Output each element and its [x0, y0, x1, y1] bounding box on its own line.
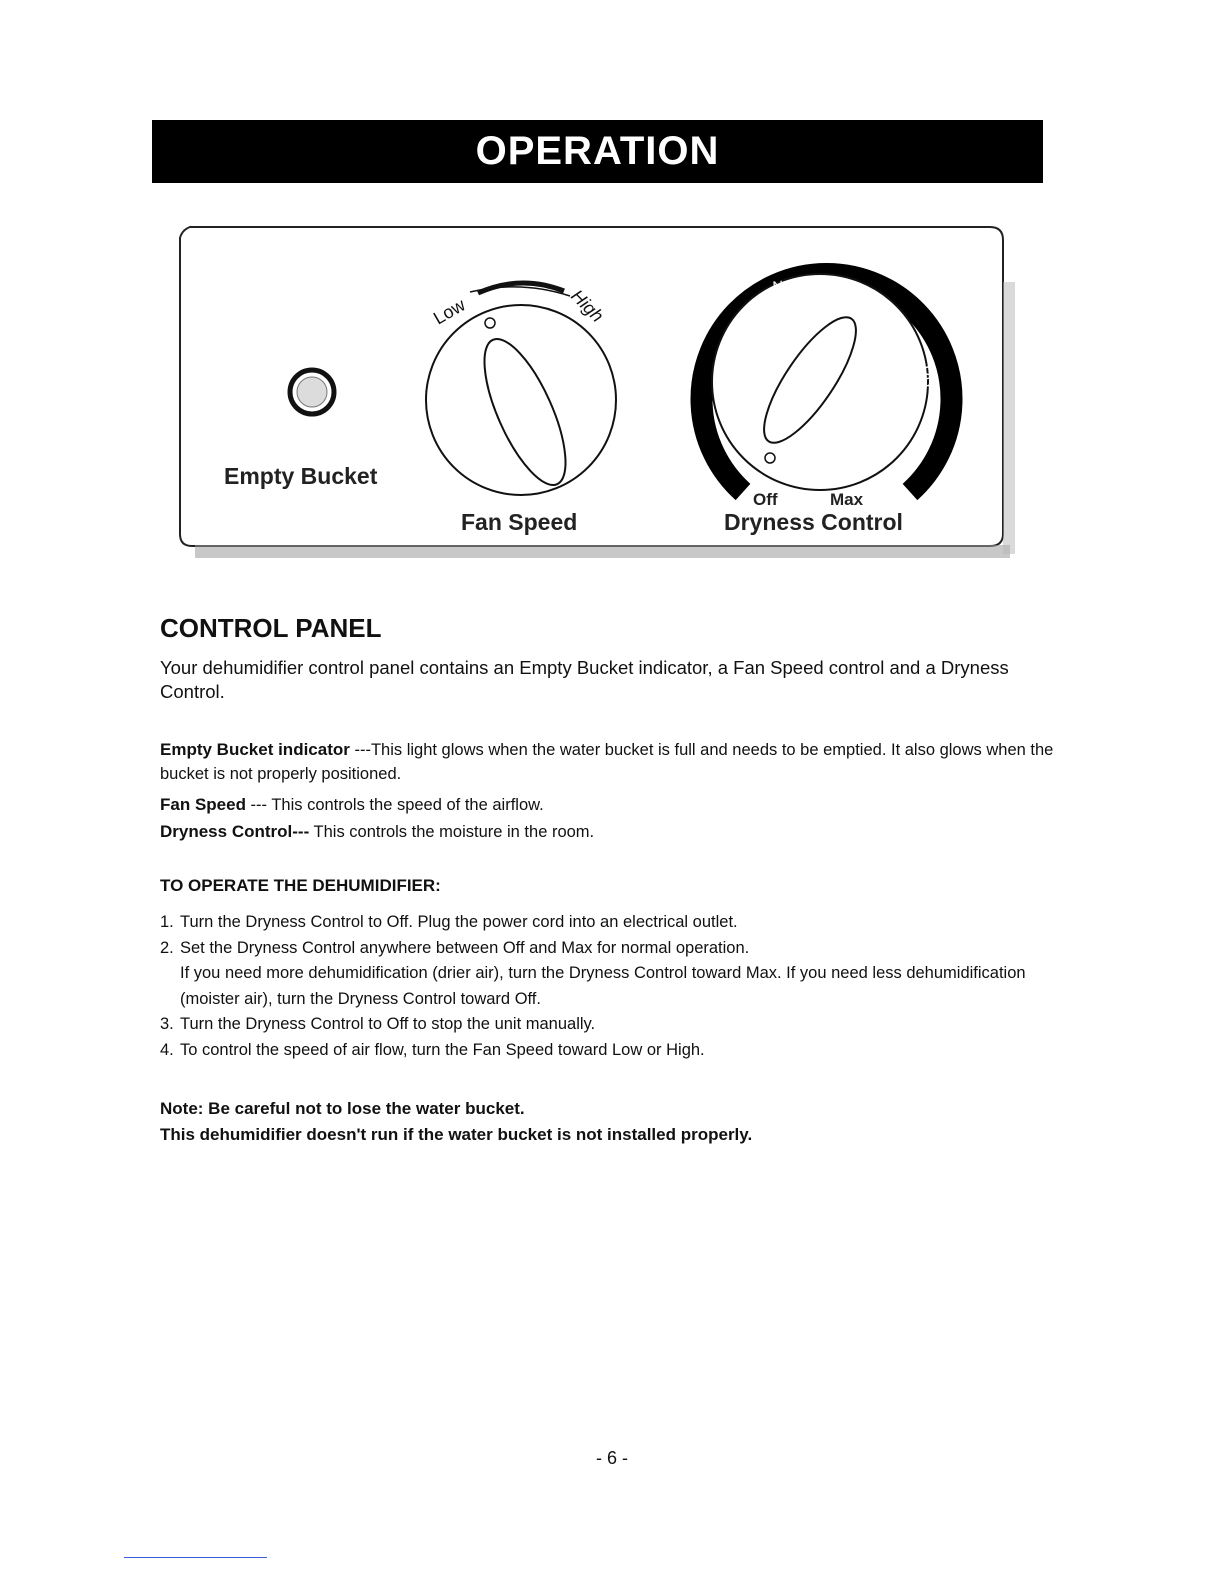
dryness-arc-text: Dryness [918, 362, 944, 422]
step-text: To control the speed of air flow, turn the Fan Speed toward Low or High. [180, 1040, 705, 1059]
dryness-control-label: Dryness Control [724, 509, 903, 535]
step-item [160, 910, 1040, 936]
empty-bucket-label: Empty Bucket [224, 463, 378, 489]
dryness-off-label: Off [753, 490, 778, 509]
note-line-1: Note: Be careful not to lose the water bucket. [160, 1099, 525, 1118]
fan-speed-description [160, 793, 1060, 817]
intro-paragraph: Your dehumidifier control panel contains an Empty Bucket indicator, a Fan Speed control and a Dryness Control. [160, 657, 1009, 702]
header-title: OPERATION [475, 129, 720, 173]
step-text: Set the Dryness Control anywhere between Off and Max for normal operation. [180, 938, 750, 957]
fan-speed-term: Fan Speed [160, 795, 246, 814]
step-item [160, 1012, 1040, 1038]
step-number: 2. [160, 938, 174, 957]
operate-steps [160, 910, 1040, 1063]
section-title: CONTROL PANEL [160, 613, 382, 643]
panel-shadow [195, 545, 1010, 558]
step-number: 3. [160, 1015, 174, 1033]
fan-speed-text: --- This controls the speed of the airflow. [245, 796, 544, 814]
empty-bucket-text: ---This light glows when the water bucket is full and needs to be emptied. It also glows when the bucket is not properly positioned. [160, 741, 1054, 783]
page-number: - 6 - [595, 1448, 628, 1468]
empty-bucket-description [160, 738, 1060, 786]
fan-high-label: High [567, 285, 608, 327]
dryness-description [160, 820, 1060, 844]
operation-header-bar [152, 120, 1043, 183]
step-number: 1. [160, 913, 174, 931]
operate-title: TO OPERATE THE DEHUMIDIFIER: [160, 876, 441, 895]
footer-rule [124, 1557, 267, 1558]
fan-low-label: Low [430, 294, 469, 329]
dryness-control-knob [702, 274, 952, 492]
dryness-term: Dryness Control--- [160, 822, 310, 841]
empty-bucket-term: Empty Bucket indicator [160, 740, 350, 759]
note-block [160, 1096, 752, 1148]
control-panel-illustration [170, 222, 1050, 574]
dryness-max-label: Max [830, 490, 864, 509]
note-line-2: This dehumidifier doesn't run if the water bucket is not installed properly. [160, 1125, 753, 1144]
step-text: Turn the Dryness Control to Off to stop the unit manually. [180, 1015, 596, 1033]
step-item [160, 936, 1040, 1013]
dryness-normal-text: Normal [771, 277, 825, 300]
step-subtext: If you need more dehumidification (drier air), turn the Dryness Control toward Max. If you need less dehumidification (moister air), turn the Dryness Control toward Off. [180, 964, 1026, 1008]
step-number: 4. [160, 1040, 174, 1059]
dryness-text: This controls the moisture in the room. [309, 823, 595, 841]
step-text: Turn the Dryness Control to Off. Plug the power cord into an electrical outlet. [180, 913, 738, 931]
fan-speed-label: Fan Speed [461, 509, 578, 535]
empty-bucket-light-icon [290, 370, 334, 414]
step-item [160, 1038, 1040, 1064]
